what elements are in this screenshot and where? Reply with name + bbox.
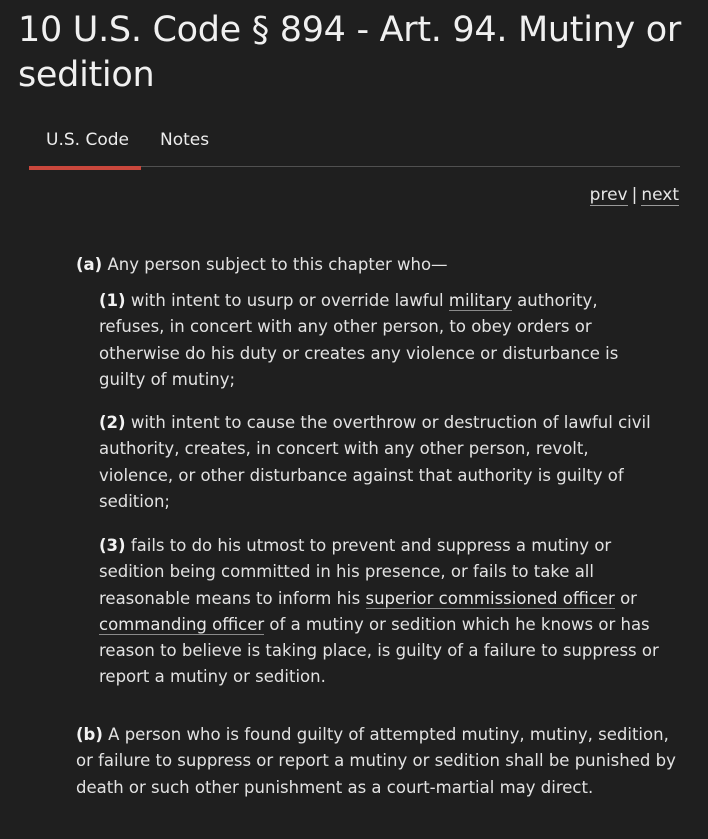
tab-us-code[interactable]: U.S. Code <box>46 130 129 150</box>
paragraph-a <box>76 252 666 278</box>
subparagraph-text: or <box>620 588 637 608</box>
paragraph-text: A person who is found guilty of attempted mutiny, mutiny, sedition, or failure to suppress or report a mutiny or sedition shall be punished by death or such other punishment as a court-martial may direct. <box>76 725 676 797</box>
pager <box>590 185 679 205</box>
next-link[interactable]: next <box>641 185 679 205</box>
subparagraph-marker: (2) <box>99 413 126 432</box>
paragraph-marker: (a) <box>76 255 103 274</box>
tab-bar <box>29 120 680 167</box>
subparagraph-text: with intent to usurp or override lawful <box>130 291 444 310</box>
subparagraph-text: authority, refuses, in concert with any other person, to obey orders or otherwise do his duty or creates any violence or disturbance is guilty of mutiny; <box>99 291 619 389</box>
page-title: 10 U.S. Code § 894 - Art. 94. Mutiny or sedition <box>18 10 681 95</box>
superior-commissioned-officer-link[interactable]: superior commissioned officer <box>365 588 615 608</box>
subparagraph-2 <box>99 410 659 515</box>
subparagraph-marker: (3) <box>99 536 126 555</box>
paragraph-marker: (b) <box>76 725 103 744</box>
subparagraph-marker: (1) <box>99 291 126 310</box>
subparagraph-text: with intent to cause the overthrow or destruction of lawful civil authority, creates, in concert with any other person, revolt, violence, or other disturbance against that authority is guilty of sedition; <box>99 413 651 511</box>
subparagraph-1 <box>99 288 659 393</box>
subparagraph-text: of a mutiny or sedition which he knows or has reason to believe is taking place, is guilty of a failure to suppress or report a mutiny or sedition. <box>99 614 659 687</box>
tab-notes[interactable]: Notes <box>160 130 210 150</box>
prev-link[interactable]: prev <box>589 185 628 205</box>
pager-separator: | <box>631 185 638 205</box>
commanding-officer-link[interactable]: commanding officer <box>99 614 265 634</box>
subparagraph-3 <box>99 533 659 691</box>
active-tab-indicator <box>29 166 141 170</box>
subparagraph-text: fails to do his utmost to prevent and suppress a mutiny or sedition being committed in his presence, or fails to take all reasonable means to inform his <box>99 536 612 608</box>
military-link[interactable]: military <box>448 291 512 310</box>
paragraph-b <box>76 722 676 801</box>
paragraph-text: Any person subject to this chapter who— <box>107 255 448 274</box>
